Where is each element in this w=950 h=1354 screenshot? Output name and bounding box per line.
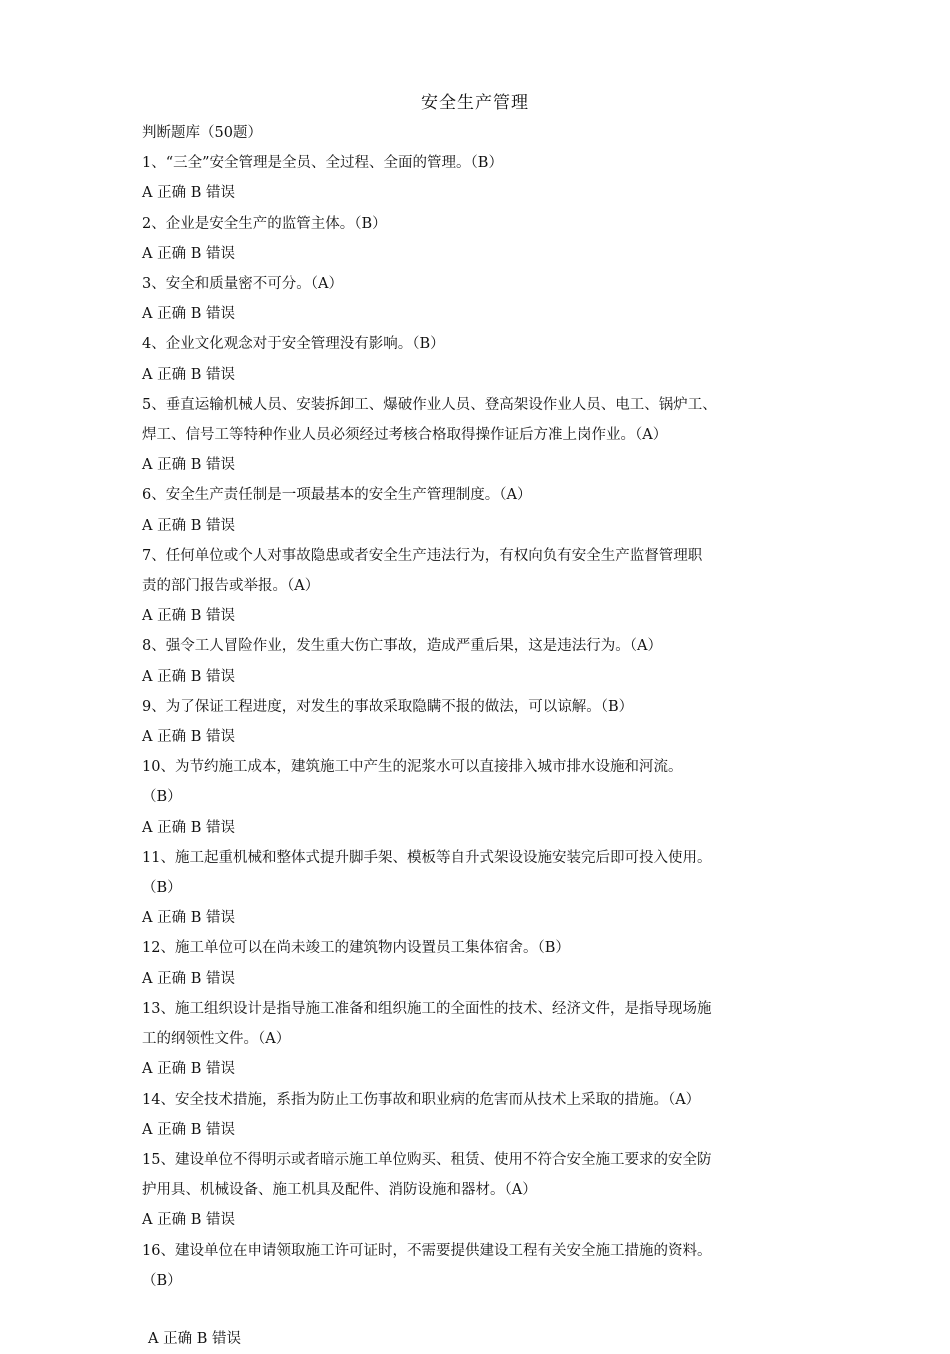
- question-text: 10、为节约施工成本，建筑施工中产生的泥浆水可以直接排入城市排水设施和河流。: [142, 759, 683, 776]
- question-bank-heading: 判断题库（50题）: [142, 125, 262, 141]
- question-item: [142, 631, 822, 691]
- answer-options: A 正确 B 错误: [142, 668, 235, 685]
- question-text-continued: （B）: [142, 789, 182, 806]
- answer-options: A 正确 B 错误: [142, 1061, 235, 1078]
- question-text-continued: 工的纲领性文件。（A）: [142, 1031, 291, 1048]
- answer-options: A 正确 B 错误: [142, 1121, 235, 1138]
- question-text: 12、施工单位可以在尚未竣工的建筑物内设置员工集体宿舍。（B）: [142, 940, 570, 957]
- answer-options: A 正确 B 错误: [142, 306, 235, 323]
- question-text: 4、企业文化观念对于安全管理没有影响。（B）: [142, 336, 445, 353]
- question-text-continued: 护用具、机械设备、施工机具及配件、消防设施和器材。（A）: [142, 1182, 537, 1199]
- question-text: 5、垂直运输机械人员、安装拆卸工、爆破作业人员、登高架设作业人员、电工、锅炉工、: [142, 396, 717, 413]
- answer-options: A 正确 B 错误: [142, 608, 235, 625]
- question-text: 2、企业是安全生产的监管主体。（B）: [142, 215, 387, 232]
- answer-options: A 正确 B 错误: [142, 245, 235, 262]
- question-item: [142, 480, 822, 540]
- question-text: 9、为了保证工程进度，对发生的事故采取隐瞒不报的做法，可以谅解。（B）: [142, 698, 634, 715]
- question-text: 11、施工起重机械和整体式提升脚手架、模板等自升式架设设施安装完后即可投入使用。: [142, 849, 712, 866]
- question-text: 1、“三全”安全管理是全员、全过程、全面的管理。（B）: [142, 155, 503, 172]
- question-item: [142, 933, 822, 993]
- question-item: [142, 329, 822, 389]
- question-item: [142, 1236, 822, 1296]
- page-title: 安全生产管理: [421, 93, 529, 113]
- question-text-continued: 焊工、信号工等特种作业人员必须经过考核合格取得操作证后方准上岗作业。（A）: [142, 427, 668, 444]
- answer-options: A 正确 B 错误: [142, 729, 235, 746]
- answer-options: A 正确 B 错误: [142, 457, 235, 474]
- question-item: [142, 1145, 822, 1236]
- question-item: [142, 390, 822, 481]
- question-item: [142, 752, 822, 843]
- question-text-continued: （B）: [142, 880, 182, 897]
- question-item: [142, 1085, 822, 1145]
- question-text: 16、建设单位在申请领取施工许可证时，不需要提供建设工程有关安全施工措施的资料。: [142, 1242, 712, 1259]
- answer-options: A 正确 B 错误: [142, 517, 235, 534]
- question-text: 13、施工组织设计是指导施工准备和组织施工的全面性的技术、经济文件，是指导现场施: [142, 1000, 712, 1017]
- answer-options: A 正确 B 错误: [142, 819, 235, 836]
- question-text-continued: （B）: [142, 1272, 182, 1289]
- question-text: 3、安全和质量密不可分。（A）: [142, 276, 343, 293]
- question-text: 15、建设单位不得明示或者暗示施工单位购买、租赁、使用不符合安全施工要求的安全防: [142, 1151, 712, 1168]
- answer-options: A 正确 B 错误: [142, 185, 235, 202]
- question-text: 14、安全技术措施，系指为防止工伤事故和职业病的危害而从技术上采取的措施。（A）: [142, 1091, 701, 1108]
- question-item: [142, 148, 822, 208]
- question-item: [142, 269, 822, 329]
- question-item: [142, 994, 822, 1085]
- question-text: 6、安全生产责任制是一项最基本的安全生产管理制度。（A）: [142, 487, 532, 504]
- answer-options: A 正确 B 错误: [142, 970, 235, 987]
- options-line-16: A 正确 B 错误: [148, 1331, 241, 1347]
- question-text: 7、任何单位或个人对事故隐患或者安全生产违法行为，有权向负有安全生产监督管理职: [142, 547, 703, 564]
- question-item: [142, 209, 822, 269]
- question-item: [142, 692, 822, 752]
- answer-options: A 正确 B 错误: [142, 910, 235, 927]
- answer-options: A 正确 B 错误: [142, 366, 235, 383]
- question-list: [142, 118, 822, 1296]
- question-item: [142, 843, 822, 934]
- question-text: 8、强令工人冒险作业，发生重大伤亡事故，造成严重后果，这是违法行为。（A）: [142, 638, 662, 655]
- question-item: [142, 541, 822, 632]
- question-text-continued: 责的部门报告或举报。（A）: [142, 578, 320, 595]
- answer-options: A 正确 B 错误: [142, 1212, 235, 1229]
